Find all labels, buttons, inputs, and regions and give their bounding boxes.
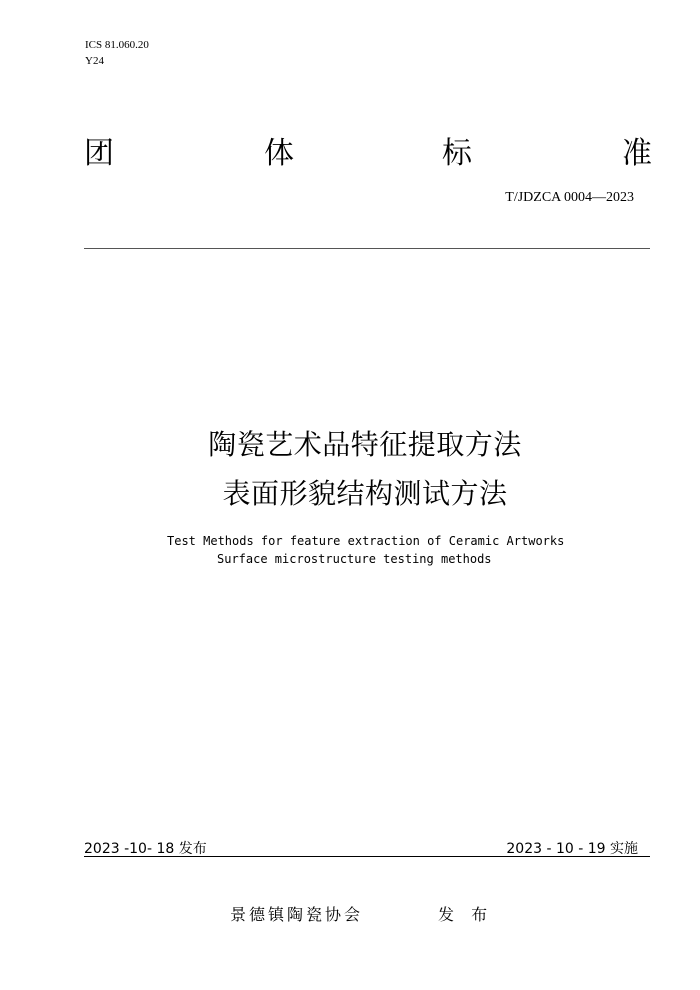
publisher-name: 景德镇陶瓷协会 bbox=[230, 905, 364, 924]
document-type-title bbox=[84, 136, 654, 176]
title-char-4: 准 bbox=[622, 136, 652, 171]
title-char-2: 体 bbox=[264, 136, 294, 171]
chinese-title-line-2: 表面形貌结构测试方法 bbox=[222, 477, 508, 510]
publish-label: 发 布 bbox=[438, 905, 494, 924]
standard-number: T/JDZCA 0004—2023 bbox=[505, 190, 634, 205]
english-title-line-2: Surface microstructure testing methods bbox=[217, 552, 492, 566]
issue-date: 2023 -10- 18 发布 bbox=[84, 841, 207, 857]
implementation-date: 2023 - 10 - 19 实施 bbox=[506, 841, 638, 857]
classification-codes bbox=[85, 37, 149, 69]
title-char-3: 标 bbox=[442, 136, 472, 171]
chinese-title-line-1: 陶瓷艺术品特征提取方法 bbox=[208, 428, 522, 461]
ccs-code: Y24 bbox=[85, 55, 104, 67]
ics-code: ICS 81.060.20 bbox=[85, 39, 149, 51]
header-divider bbox=[84, 248, 650, 249]
english-title-line-1: Test Methods for feature extraction of Ceramic Artworks bbox=[167, 534, 565, 548]
footer-divider bbox=[84, 856, 650, 857]
title-char-1: 团 bbox=[84, 136, 114, 171]
